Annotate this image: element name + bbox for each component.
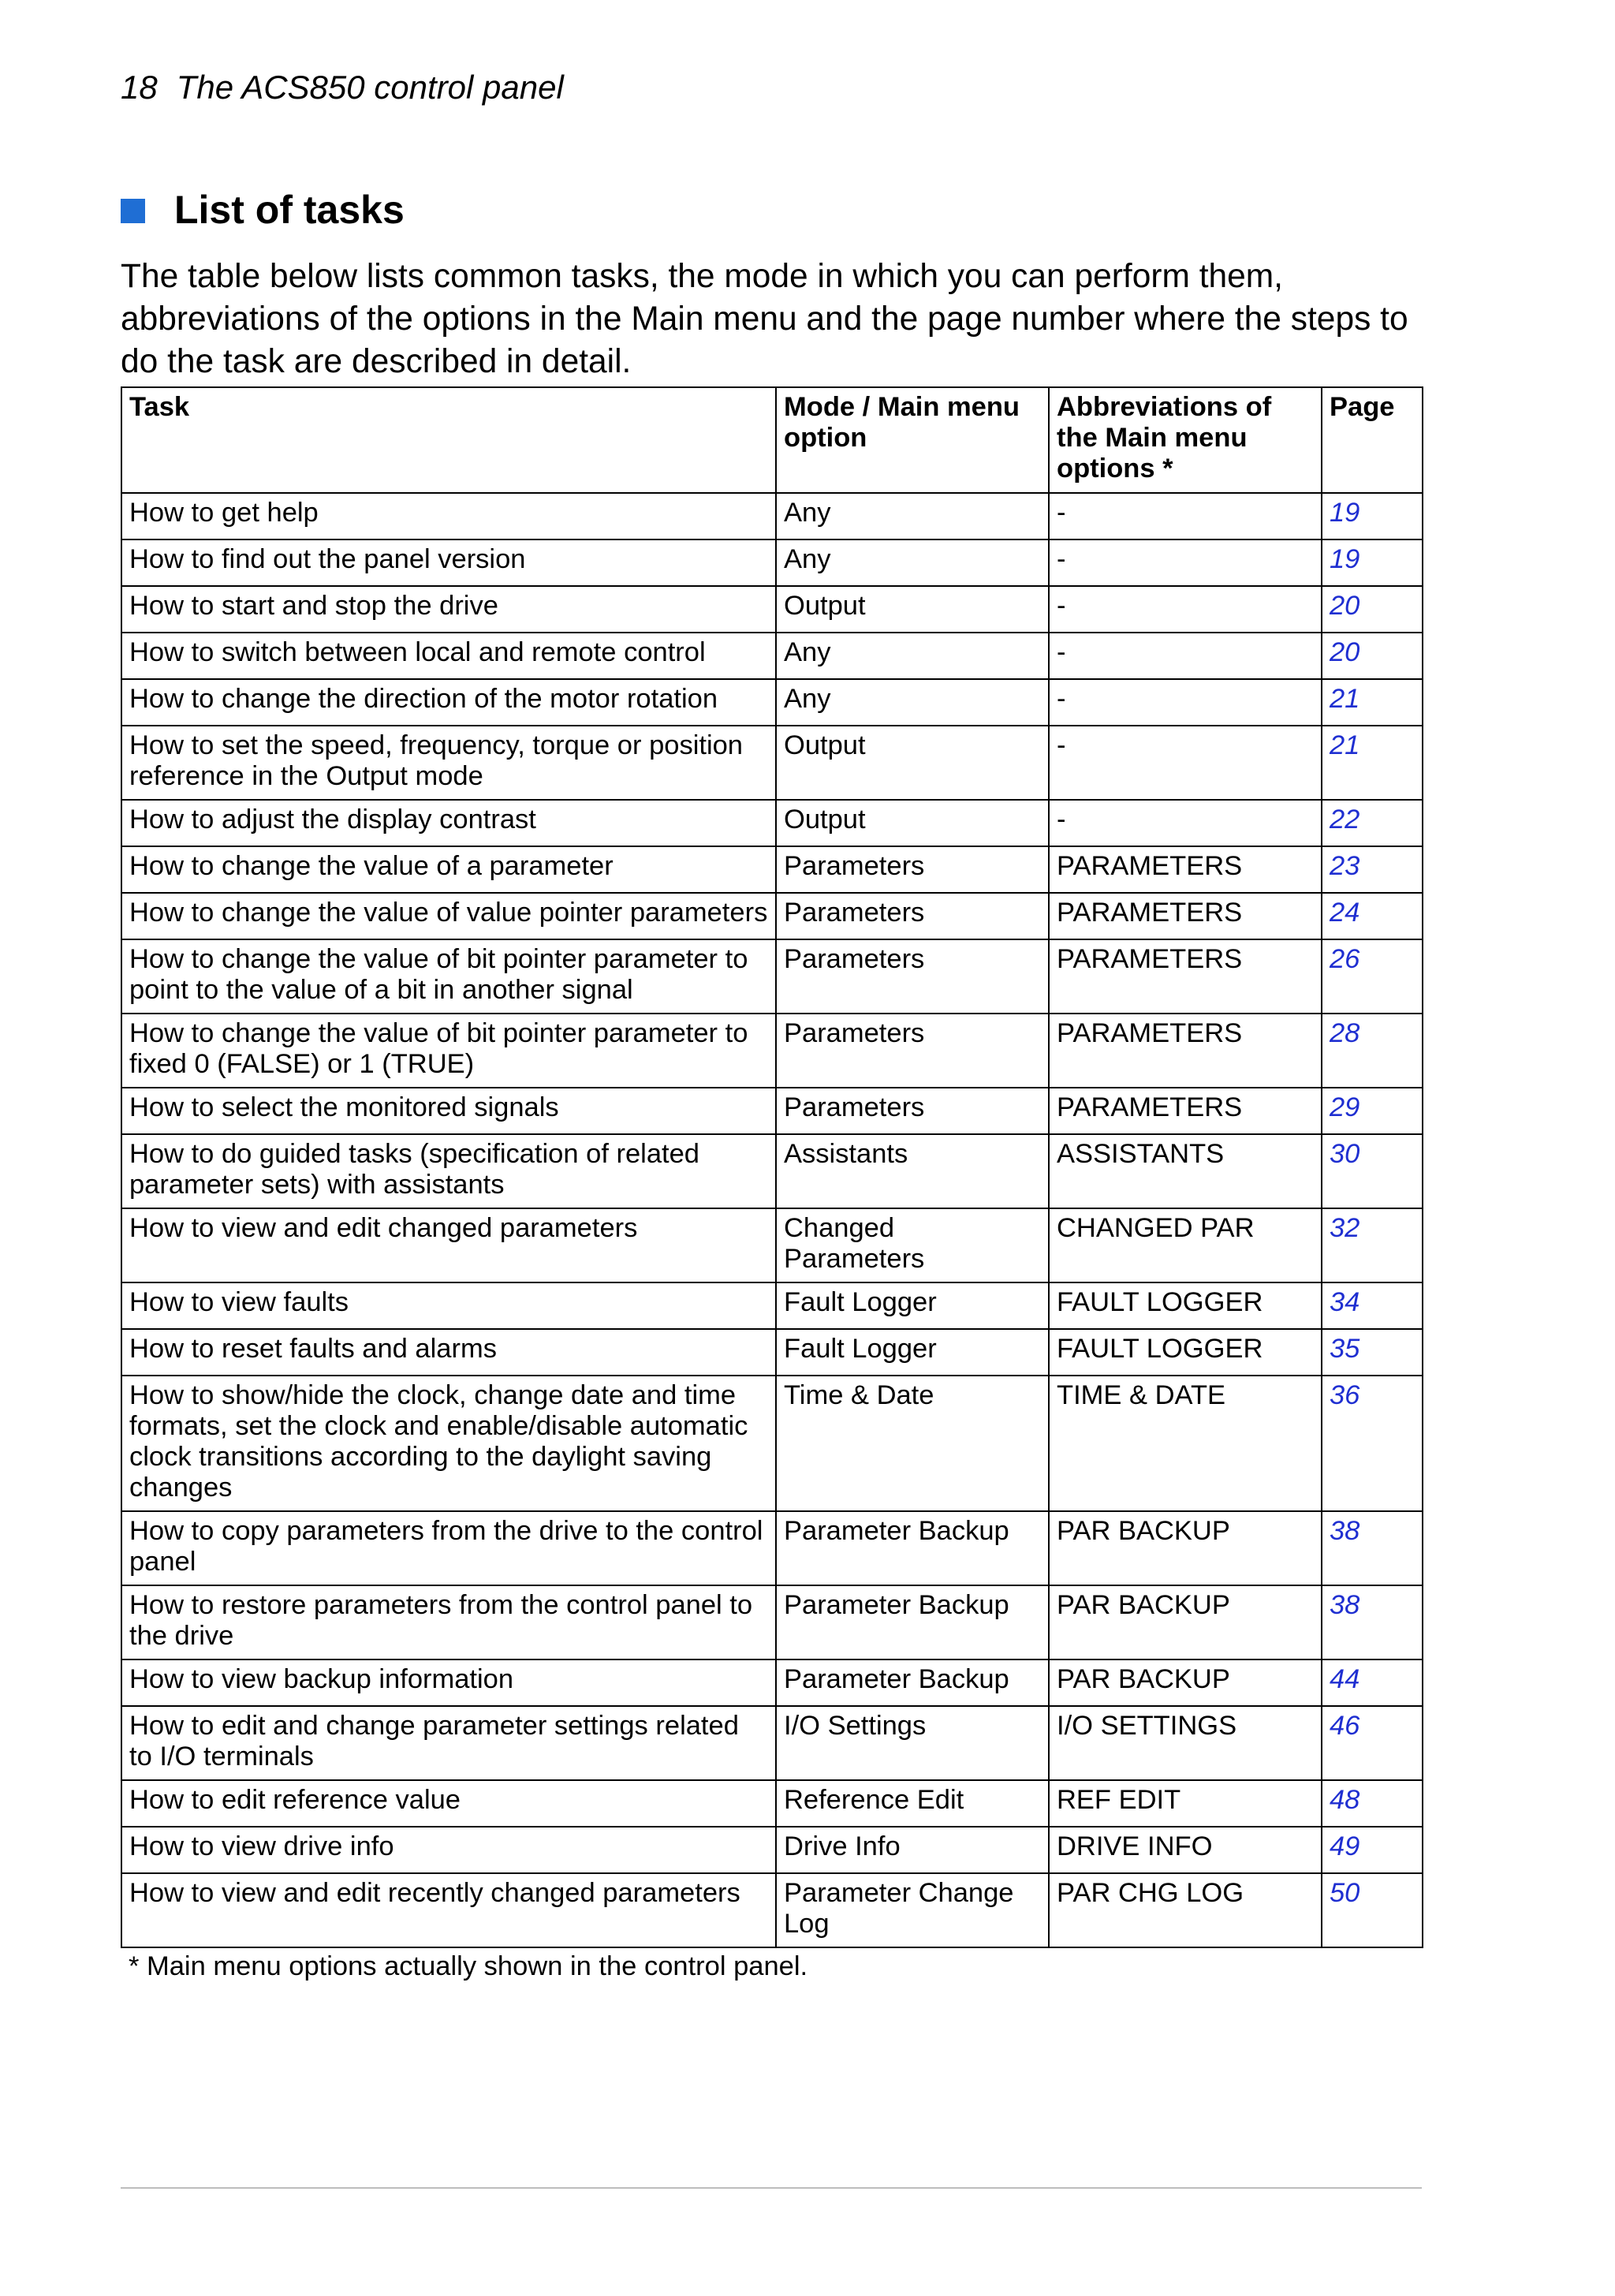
- table-row: [121, 1873, 1423, 1947]
- task-cell: How to view and edit recently changed parameters: [121, 1873, 776, 1947]
- abbreviation-cell: -: [1049, 679, 1322, 726]
- task-cell: How to change the value of bit pointer parameter to point to the value of a bit in another signal: [121, 939, 776, 1014]
- mode-cell: Parameters: [776, 1088, 1049, 1134]
- page-link[interactable]: 49: [1322, 1827, 1423, 1873]
- mode-cell: Any: [776, 633, 1049, 679]
- task-cell: How to change the value of value pointer parameters: [121, 893, 776, 939]
- abbreviation-cell: PARAMETERS: [1049, 1014, 1322, 1088]
- task-cell: How to adjust the display contrast: [121, 800, 776, 846]
- page-link[interactable]: 36: [1322, 1376, 1423, 1511]
- abbreviation-cell: -: [1049, 800, 1322, 846]
- task-cell: How to view and edit changed parameters: [121, 1208, 776, 1282]
- task-cell: How to reset faults and alarms: [121, 1329, 776, 1376]
- mode-cell: Fault Logger: [776, 1282, 1049, 1329]
- column-header-abbreviations: Abbreviations of the Main menu options *: [1049, 387, 1322, 493]
- mode-cell: Assistants: [776, 1134, 1049, 1208]
- page-link[interactable]: 20: [1322, 586, 1423, 633]
- abbreviation-cell: FAULT LOGGER: [1049, 1329, 1322, 1376]
- abbreviation-cell: ASSISTANTS: [1049, 1134, 1322, 1208]
- page-link[interactable]: 44: [1322, 1659, 1423, 1706]
- mode-cell: Fault Logger: [776, 1329, 1049, 1376]
- mode-cell: Parameters: [776, 846, 1049, 893]
- task-cell: How to view faults: [121, 1282, 776, 1329]
- task-cell: How to select the monitored signals: [121, 1088, 776, 1134]
- task-cell: How to get help: [121, 493, 776, 539]
- abbreviation-cell: DRIVE INFO: [1049, 1827, 1322, 1873]
- abbreviation-cell: PARAMETERS: [1049, 1088, 1322, 1134]
- abbreviation-cell: PARAMETERS: [1049, 893, 1322, 939]
- page-link[interactable]: 48: [1322, 1780, 1423, 1827]
- mode-cell: Parameters: [776, 1014, 1049, 1088]
- abbreviation-cell: -: [1049, 539, 1322, 586]
- page-link[interactable]: 28: [1322, 1014, 1423, 1088]
- table-row: [121, 586, 1423, 633]
- table-row: [121, 893, 1423, 939]
- abbreviation-cell: I/O SETTINGS: [1049, 1706, 1322, 1780]
- page-link[interactable]: 50: [1322, 1873, 1423, 1947]
- table-row: [121, 846, 1423, 893]
- abbreviation-cell: -: [1049, 633, 1322, 679]
- intro-paragraph: The table below lists common tasks, the mode in which you can perform them, abbreviations of the options in the Main menu and the page number where the steps to do the task are described in detail.: [121, 258, 1408, 380]
- page-link[interactable]: 21: [1322, 679, 1423, 726]
- task-cell: How to find out the panel version: [121, 539, 776, 586]
- task-cell: How to copy parameters from the drive to the control panel: [121, 1511, 776, 1585]
- task-cell: How to restore parameters from the control panel to the drive: [121, 1585, 776, 1659]
- abbreviation-cell: PAR BACKUP: [1049, 1511, 1322, 1585]
- column-header-mode: Mode / Main menu option: [776, 387, 1049, 493]
- table-footnote: * Main menu options actually shown in the control panel.: [129, 1951, 808, 1981]
- abbreviation-cell: FAULT LOGGER: [1049, 1282, 1322, 1329]
- column-header-page: Page: [1322, 387, 1423, 493]
- mode-cell: Parameters: [776, 893, 1049, 939]
- table-row: [121, 1659, 1423, 1706]
- table-row: [121, 1134, 1423, 1208]
- mode-cell: Output: [776, 726, 1049, 800]
- mode-cell: Any: [776, 493, 1049, 539]
- task-cell: How to change the direction of the motor rotation: [121, 679, 776, 726]
- table-row: [121, 633, 1423, 679]
- task-table: [121, 386, 1423, 1948]
- abbreviation-cell: PAR BACKUP: [1049, 1585, 1322, 1659]
- section-heading: [121, 186, 405, 233]
- mode-cell: Parameter Backup: [776, 1585, 1049, 1659]
- table-row: [121, 1329, 1423, 1376]
- page-link[interactable]: 21: [1322, 726, 1423, 800]
- table-row: [121, 1208, 1423, 1282]
- task-cell: How to edit reference value: [121, 1780, 776, 1827]
- page-link[interactable]: 38: [1322, 1585, 1423, 1659]
- page-link[interactable]: 20: [1322, 633, 1423, 679]
- page-link[interactable]: 19: [1322, 493, 1423, 539]
- task-cell: How to do guided tasks (specification of related parameter sets) with assistants: [121, 1134, 776, 1208]
- page-link[interactable]: 19: [1322, 539, 1423, 586]
- abbreviation-cell: PAR BACKUP: [1049, 1659, 1322, 1706]
- mode-cell: Time & Date: [776, 1376, 1049, 1511]
- task-cell: How to show/hide the clock, change date and time formats, set the clock and enable/disable automatic clock transitions according to the daylight saving changes: [121, 1376, 776, 1511]
- column-header-task: Task: [121, 387, 776, 493]
- table-row: [121, 800, 1423, 846]
- mode-cell: Reference Edit: [776, 1780, 1049, 1827]
- mode-cell: Parameter Backup: [776, 1659, 1049, 1706]
- task-cell: How to change the value of bit pointer parameter to fixed 0 (FALSE) or 1 (TRUE): [121, 1014, 776, 1088]
- task-cell: How to set the speed, frequency, torque or position reference in the Output mode: [121, 726, 776, 800]
- abbreviation-cell: -: [1049, 586, 1322, 633]
- mode-cell: Parameter Backup: [776, 1511, 1049, 1585]
- mode-cell: Parameters: [776, 939, 1049, 1014]
- abbreviation-cell: PARAMETERS: [1049, 939, 1322, 1014]
- task-table-body: [121, 493, 1423, 1947]
- table-row: [121, 726, 1423, 800]
- table-row: [121, 1014, 1423, 1088]
- table-row: [121, 939, 1423, 1014]
- table-row: [121, 1706, 1423, 1780]
- task-cell: How to edit and change parameter settings related to I/O terminals: [121, 1706, 776, 1780]
- section-title: List of tasks: [174, 188, 405, 232]
- abbreviation-cell: -: [1049, 726, 1322, 800]
- page-link[interactable]: 46: [1322, 1706, 1423, 1780]
- page-link[interactable]: 26: [1322, 939, 1423, 1014]
- task-cell: How to switch between local and remote control: [121, 633, 776, 679]
- mode-cell: Changed Parameters: [776, 1208, 1049, 1282]
- square-bullet-icon: [121, 199, 145, 223]
- table-row: [121, 1780, 1423, 1827]
- task-cell: How to start and stop the drive: [121, 586, 776, 633]
- table-row: [121, 539, 1423, 586]
- abbreviation-cell: REF EDIT: [1049, 1780, 1322, 1827]
- table-row: [121, 679, 1423, 726]
- page-link[interactable]: 34: [1322, 1282, 1423, 1329]
- abbreviation-cell: TIME & DATE: [1049, 1376, 1322, 1511]
- task-cell: How to view drive info: [121, 1827, 776, 1873]
- mode-cell: Any: [776, 679, 1049, 726]
- page-link[interactable]: 29: [1322, 1088, 1423, 1134]
- task-cell: How to change the value of a parameter: [121, 846, 776, 893]
- table-row: [121, 493, 1423, 539]
- page-link[interactable]: 30: [1322, 1134, 1423, 1208]
- table-header-row: [121, 387, 1423, 493]
- table-row: [121, 1511, 1423, 1585]
- page-link[interactable]: 38: [1322, 1511, 1423, 1585]
- task-cell: How to view backup information: [121, 1659, 776, 1706]
- mode-cell: I/O Settings: [776, 1706, 1049, 1780]
- chapter-title: The ACS850 control panel: [176, 69, 564, 106]
- mode-cell: Any: [776, 539, 1049, 586]
- abbreviation-cell: CHANGED PAR: [1049, 1208, 1322, 1282]
- table-row: [121, 1282, 1423, 1329]
- page-link[interactable]: 35: [1322, 1329, 1423, 1376]
- abbreviation-cell: PARAMETERS: [1049, 846, 1322, 893]
- mode-cell: Output: [776, 800, 1049, 846]
- footer-divider: [121, 2187, 1422, 2189]
- table-row: [121, 1088, 1423, 1134]
- page-link[interactable]: 24: [1322, 893, 1423, 939]
- abbreviation-cell: PAR CHG LOG: [1049, 1873, 1322, 1947]
- mode-cell: Output: [776, 586, 1049, 633]
- page-link[interactable]: 22: [1322, 800, 1423, 846]
- table-row: [121, 1827, 1423, 1873]
- table-row: [121, 1376, 1423, 1511]
- page-link[interactable]: 23: [1322, 846, 1423, 893]
- table-row: [121, 1585, 1423, 1659]
- abbreviation-cell: -: [1049, 493, 1322, 539]
- page-number: 18: [121, 69, 158, 106]
- running-header: [121, 68, 564, 107]
- mode-cell: Drive Info: [776, 1827, 1049, 1873]
- page-link[interactable]: 32: [1322, 1208, 1423, 1282]
- mode-cell: Parameter Change Log: [776, 1873, 1049, 1947]
